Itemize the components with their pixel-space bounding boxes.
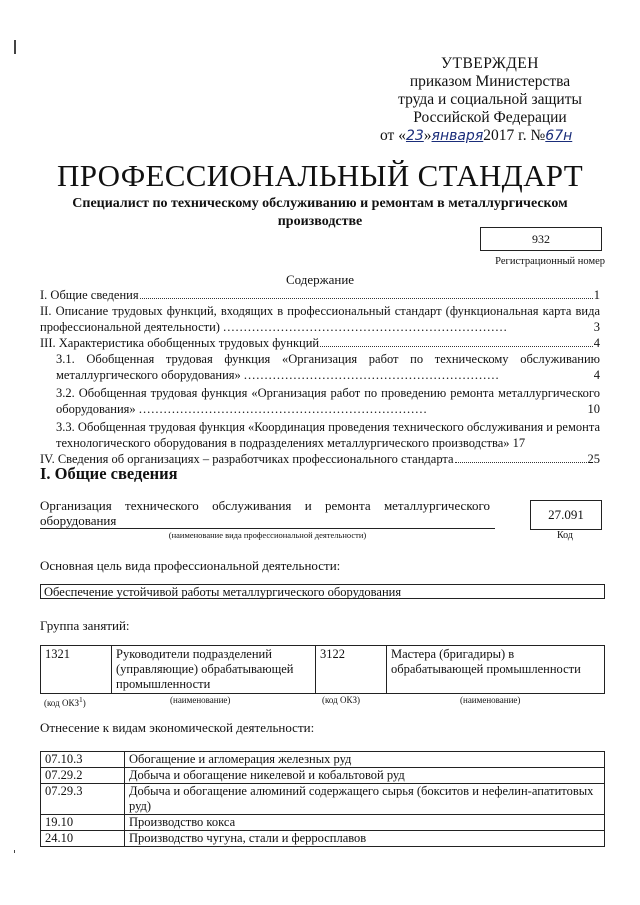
document-subtitle: Специалист по техническому обслуживанию и ремонтам в металлургическом производстве bbox=[72, 196, 568, 229]
handwritten-month: января bbox=[431, 128, 484, 144]
okved-name: Производство кокса bbox=[125, 815, 605, 831]
toc-item[interactable] bbox=[40, 335, 600, 351]
okved-code: 07.10.3 bbox=[41, 752, 125, 768]
margin-mark bbox=[14, 40, 16, 54]
approval-date-line bbox=[380, 127, 600, 145]
toc-item-page: 10 bbox=[587, 402, 600, 416]
toc-leader: .............................................................. bbox=[243, 368, 500, 382]
handwritten-number: 67н bbox=[545, 128, 573, 144]
okved-code: 07.29.2 bbox=[41, 768, 125, 784]
toc-item-page: 4 bbox=[593, 368, 600, 382]
toc-leader bbox=[320, 346, 593, 347]
caption-text: (код ОКЗ bbox=[44, 698, 79, 708]
goal-box: Обеспечение устойчивой работы металлургического оборудования bbox=[40, 584, 605, 599]
toc-item-text: 3.2. Обобщенная трудовая функция «Организация работ по проведению ремонта металлургического оборудования» bbox=[56, 386, 600, 416]
toc-item-text: I. Общие сведения bbox=[40, 288, 139, 302]
okved-code: 19.10 bbox=[41, 815, 125, 831]
toc-item-page: 1 bbox=[593, 288, 600, 302]
toc-item-page: 4 bbox=[593, 336, 600, 350]
toc-leader bbox=[140, 298, 593, 299]
document-title: ПРОФЕССИОНАЛЬНЫЙ СТАНДАРТ bbox=[57, 158, 583, 193]
group-caption-name: (наименование) bbox=[170, 695, 231, 705]
activity-underline bbox=[40, 528, 495, 529]
toc-item-page: 25 bbox=[587, 452, 600, 466]
toc-leader bbox=[455, 462, 587, 463]
toc-item[interactable] bbox=[40, 303, 600, 335]
toc-item-text: II. Описание трудовых функций, входящих в профессиональный стандарт (функциональная карта вида профессиональной деятельности) bbox=[40, 304, 600, 334]
group-caption-okz bbox=[44, 695, 86, 708]
toc-item-text: 3.1. Обобщенная трудовая функция «Организация работ по техническому обслуживанию металлургического оборудования» bbox=[56, 352, 600, 382]
toc-item[interactable] bbox=[40, 385, 600, 417]
okz-name: Руководители подразделений (управляющие) обрабатывающей промышленности bbox=[112, 646, 316, 694]
toc-title: Содержание bbox=[285, 272, 355, 287]
table-of-contents bbox=[40, 287, 600, 467]
group-caption-okz: (код ОКЗ) bbox=[322, 695, 360, 705]
approval-line: труда и социальной защиты bbox=[398, 91, 582, 108]
okved-label: Отнесение к видам экономической деятельности: bbox=[40, 720, 315, 735]
margin-mark bbox=[14, 850, 15, 853]
okved-name: Обогащение и агломерация железных руд bbox=[125, 752, 605, 768]
okved-code: 07.29.3 bbox=[41, 784, 125, 815]
date-mid: » bbox=[423, 127, 432, 144]
toc-item[interactable] bbox=[40, 351, 600, 383]
okz-code: 1321 bbox=[41, 646, 112, 694]
okved-name: Добыча и обогащение алюминий содержащего сырья (бокситов и нефелин-апатитовых руд) bbox=[125, 784, 605, 815]
date-prefix: от « bbox=[380, 127, 406, 144]
date-year: 2017 г. № bbox=[483, 127, 546, 144]
approval-line: УТВЕРЖДЕН bbox=[441, 55, 539, 72]
toc-item[interactable] bbox=[40, 287, 600, 303]
registration-number-label: Регистрационный номер bbox=[495, 256, 605, 267]
table-row bbox=[41, 815, 605, 831]
occupation-group-table bbox=[40, 645, 605, 694]
registration-number-box: 932 bbox=[480, 227, 602, 251]
okz-name: Мастера (бригадиры) в обрабатывающей промышленности bbox=[387, 646, 605, 694]
table-row bbox=[41, 646, 605, 694]
okved-table bbox=[40, 751, 605, 847]
approval-line: Российской Федерации bbox=[413, 109, 567, 126]
okved-name: Добыча и обогащение никелевой и кобальтовой руд bbox=[125, 768, 605, 784]
table-row bbox=[41, 768, 605, 784]
caption-text: ) bbox=[82, 698, 86, 708]
table-row bbox=[41, 831, 605, 847]
group-caption-name: (наименование) bbox=[460, 695, 521, 705]
toc-leader: ..................................................................... bbox=[223, 320, 508, 334]
handwritten-day: 23 bbox=[405, 128, 424, 144]
approval-block bbox=[380, 55, 600, 145]
okved-code: 24.10 bbox=[41, 831, 125, 847]
okz-code: 3122 bbox=[316, 646, 387, 694]
activity-name: Организация технического обслуживания и ремонта металлургического оборудования bbox=[40, 498, 490, 528]
okved-name: Производство чугуна, стали и ферросплавов bbox=[125, 831, 605, 847]
approval-line: приказом Министерства bbox=[409, 73, 571, 90]
activity-caption: (наименование вида профессиональной деятельности) bbox=[168, 530, 367, 540]
toc-item-page: 17 bbox=[512, 436, 526, 450]
group-label: Группа занятий: bbox=[40, 618, 130, 633]
toc-item[interactable] bbox=[40, 419, 600, 451]
toc-item-page: 3 bbox=[593, 320, 600, 334]
activity-code-caption: Код bbox=[557, 530, 573, 541]
toc-leader: ...................................................................... bbox=[138, 402, 428, 416]
activity-code-box: 27.091 bbox=[530, 500, 602, 530]
section-heading: I. Общие сведения bbox=[40, 464, 178, 483]
toc-item-text: IV. Сведения об организациях – разработчиках профессионального стандарта bbox=[40, 452, 454, 466]
goal-label: Основная цель вида профессиональной деятельности: bbox=[40, 558, 341, 573]
toc-item-text: 3.3. Обобщенная трудовая функция «Координация проведения технического обслуживания и ремонта технологического оборудования в подразделениях металлургического производства» bbox=[56, 420, 600, 450]
table-row bbox=[41, 752, 605, 768]
table-row bbox=[41, 784, 605, 815]
toc-item-text: III. Характеристика обобщенных трудовых функций bbox=[40, 336, 320, 350]
footnote-mark: 1 bbox=[79, 695, 83, 704]
